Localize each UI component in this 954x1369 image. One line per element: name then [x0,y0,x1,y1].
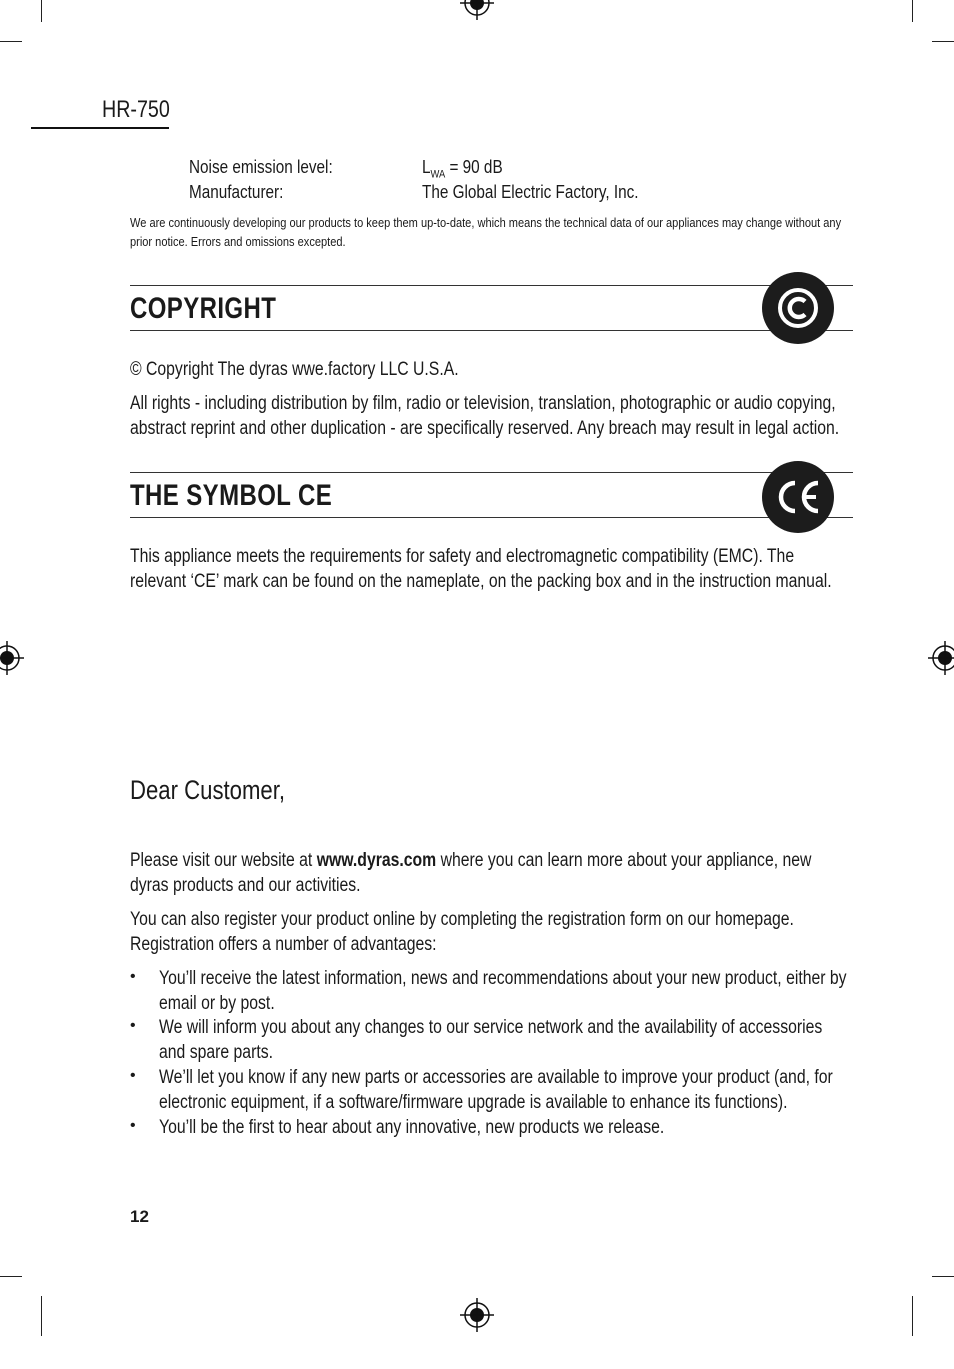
list-item: We will inform you about any changes to our service network and the availability of accessories and spare parts. [159,1017,823,1063]
copyright-title: COPYRIGHT [130,292,277,325]
bullet-dot: • [130,968,136,985]
registration-mark-icon [460,1298,494,1332]
ce-title: THE SYMBOL CE [130,479,333,512]
registration-mark-icon [928,641,954,675]
disclaimer-text: We are continuously developing our products to keep them up-to-date, which means the technical data of our appliances may change without any prior notice. Errors and omissions excepted. [130,215,842,249]
spec-label-noise: Noise emission level: [189,157,333,177]
register-paragraph: You can also register your product online by completing the registration form on our homepage. Registration offers a number of advantages: [130,909,794,955]
spec-value-manufacturer: The Global Electric Factory, Inc. [422,182,639,202]
list-item: We’ll let you know if any new parts or accessories are available to improve your product (and, for electronic equipment, if a software/firmware upgrade is available to enhance its functions). [159,1067,833,1113]
bullet-dot: • [130,1017,136,1034]
section-rule [130,330,853,331]
spec-value-suffix: = 90 dB [445,157,503,177]
list-item: You’ll be the first to hear about any innovative, new products we release. [159,1117,665,1138]
model-number: HR-750 [102,96,170,123]
bullet-dot: • [130,1117,136,1134]
spec-value-sub: WA [430,168,446,181]
visit-text-rest: where you can learn more about your appliance, new dyras products and our activities. [130,850,812,896]
crop-mark [912,1296,913,1336]
bullet-dot: • [130,1067,136,1084]
greeting: Dear Customer, [130,775,286,805]
crop-mark [932,1276,954,1277]
ce-text: This appliance meets the requirements for safety and electromagnetic compatibility (EMC). The relevant ‘CE’ mark can be found on the nameplate, on the packing box and in the instruction manual. [130,546,832,592]
crop-mark [932,41,954,42]
visit-paragraph [130,848,852,898]
header-rule [31,127,169,129]
page-number: 12 [130,1207,149,1226]
section-rule [130,517,853,518]
ce-mark-icon [762,461,834,533]
crop-mark [0,41,22,42]
registration-mark-icon [460,0,494,20]
website-link[interactable]: www.dyras.com [316,850,437,871]
list-item: You’ll receive the latest information, news and recommendations about your new product, either by email or by post. [159,968,847,1014]
section-rule [130,472,853,473]
spec-value-noise [422,157,503,181]
visit-text: Please visit our website at [130,850,317,871]
registration-mark-icon [0,641,24,675]
spec-value-prefix: L [422,157,431,177]
crop-mark [41,1296,42,1336]
crop-mark [41,0,42,22]
copyright-icon [762,272,834,344]
crop-mark [912,0,913,22]
copyright-line: © Copyright The dyras wwe.factory LLC U.S.A. [130,359,459,380]
copyright-text: All rights - including distribution by film, radio or television, translation, photographic or audio copying, abstract reprint and other duplication - are specifically reserved. Any breach may result in legal action. [130,393,840,439]
crop-mark [0,1276,22,1277]
section-rule [130,285,853,286]
spec-label-manufacturer: Manufacturer: [189,182,284,202]
